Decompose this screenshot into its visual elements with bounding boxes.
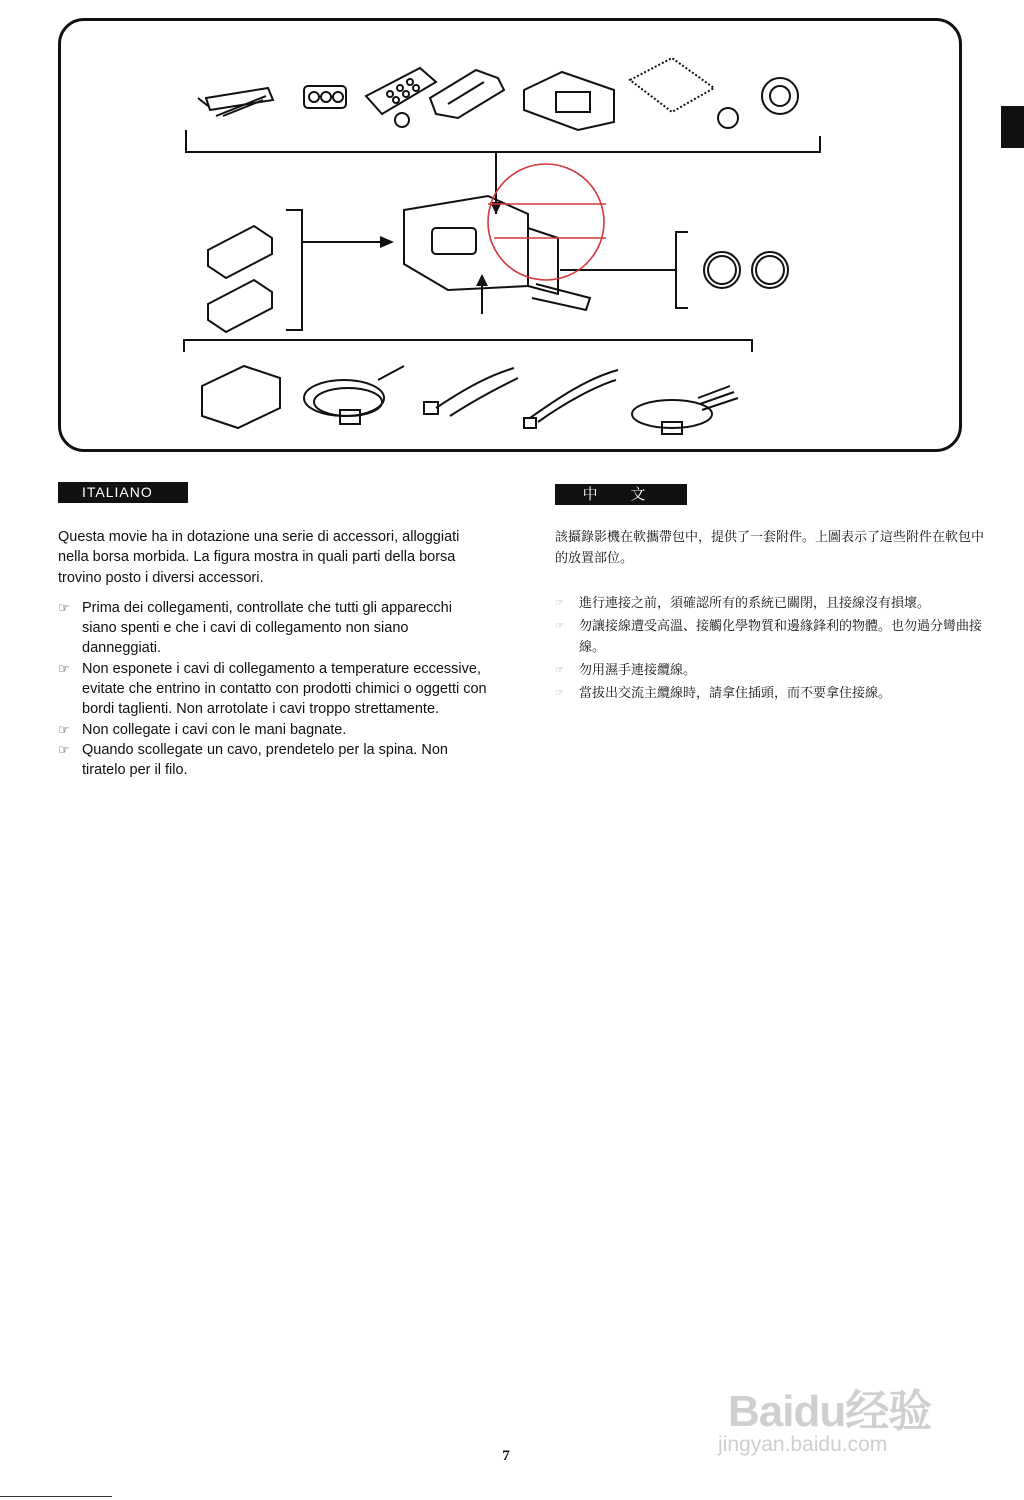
filter-ring-icon xyxy=(704,252,788,288)
list-item: ☞ 勿用濕手連接纜線。 xyxy=(555,660,985,681)
watermark-logo: Baidu经验 xyxy=(728,1387,932,1436)
battery-pack-icon xyxy=(208,226,272,332)
plug-cable-icon xyxy=(424,368,518,416)
italiano-bullet-list xyxy=(58,598,488,781)
battery-adapter-icon xyxy=(304,86,346,108)
list-item: ☞ Non collegate i cavi con le mani bagnate. xyxy=(58,720,488,740)
pointing-hand-icon: ☞ xyxy=(555,598,564,609)
pointing-hand-icon: ☞ xyxy=(58,599,70,615)
chinese-header: 中 文 xyxy=(555,484,687,505)
cassette-adapter-icon xyxy=(524,72,614,130)
italiano-header: ITALIANO xyxy=(58,482,188,503)
divider xyxy=(0,1496,112,1497)
pointing-hand-icon: ☞ xyxy=(58,721,70,737)
list-item: ☞ Quando scollegate un cavo, prendetelo per la spina. Non tiratelo per il filo. xyxy=(58,741,448,779)
italiano-intro: Questa movie ha in dotazione una serie di accessori, alloggiati nella borsa morbida. La figura mostra in quali parti della borsa trovino posto i diversi accessori. xyxy=(58,529,460,586)
cassette-holder-icon xyxy=(430,70,504,118)
chinese-intro: 該攝錄影機在軟攜帶包中，提供了一套附件。上圖表示了這些附件在軟包中的放置部位。 xyxy=(555,530,985,566)
pointing-hand-icon: ☞ xyxy=(555,688,564,699)
pointing-hand-icon: ☞ xyxy=(58,660,70,676)
ac-cable-icon xyxy=(304,366,404,424)
baidu-watermark xyxy=(718,1345,978,1465)
charger-icon xyxy=(202,366,280,428)
shoulder-strap-icon xyxy=(198,88,273,116)
pointing-hand-icon: ☞ xyxy=(555,621,564,632)
pointing-hand-icon: ☞ xyxy=(58,741,70,757)
list-item: ☞ 勿讓接線遭受高溫、接觸化學物質和邊緣鋒利的物體。也勿過分彎曲接線。 xyxy=(555,616,985,658)
av-cable-icon xyxy=(632,386,738,434)
section-thumb-tab xyxy=(1001,106,1024,148)
page-number: 7 xyxy=(502,1448,510,1464)
cleaning-cloth-icon xyxy=(630,58,738,128)
remote-control-icon xyxy=(366,68,436,127)
list-item: ☞ 當拔出交流主纜線時，請拿住插頭，而不要拿住接線。 xyxy=(555,683,985,704)
accessory-figure xyxy=(58,18,962,452)
wide-lens-icon xyxy=(762,78,798,114)
dc-cable-icon xyxy=(524,370,618,428)
chinese-bullet-list xyxy=(555,593,985,704)
list-item: ☞ Prima dei collegamenti, controllate che tutti gli apparecchi siano spenti e che i cavi di collegamento non siano danneggiati. xyxy=(58,599,452,657)
list-item: ☞ 進行連接之前，須確認所有的系統已關閉，且接線沒有損壞。 xyxy=(555,593,985,614)
pointing-hand-icon: ☞ xyxy=(555,665,564,676)
italiano-column xyxy=(58,527,488,781)
chinese-column xyxy=(555,527,985,706)
list-item: ☞ Non esponete i cavi di collegamento a temperature eccessive, evitate che entrino in contatto con prodotti chimici o oggetti con bordi taglienti. Non arrotolate i cavi troppo strettamente. xyxy=(58,660,487,718)
watermark-url: jingyan.baidu.com xyxy=(718,1433,888,1456)
